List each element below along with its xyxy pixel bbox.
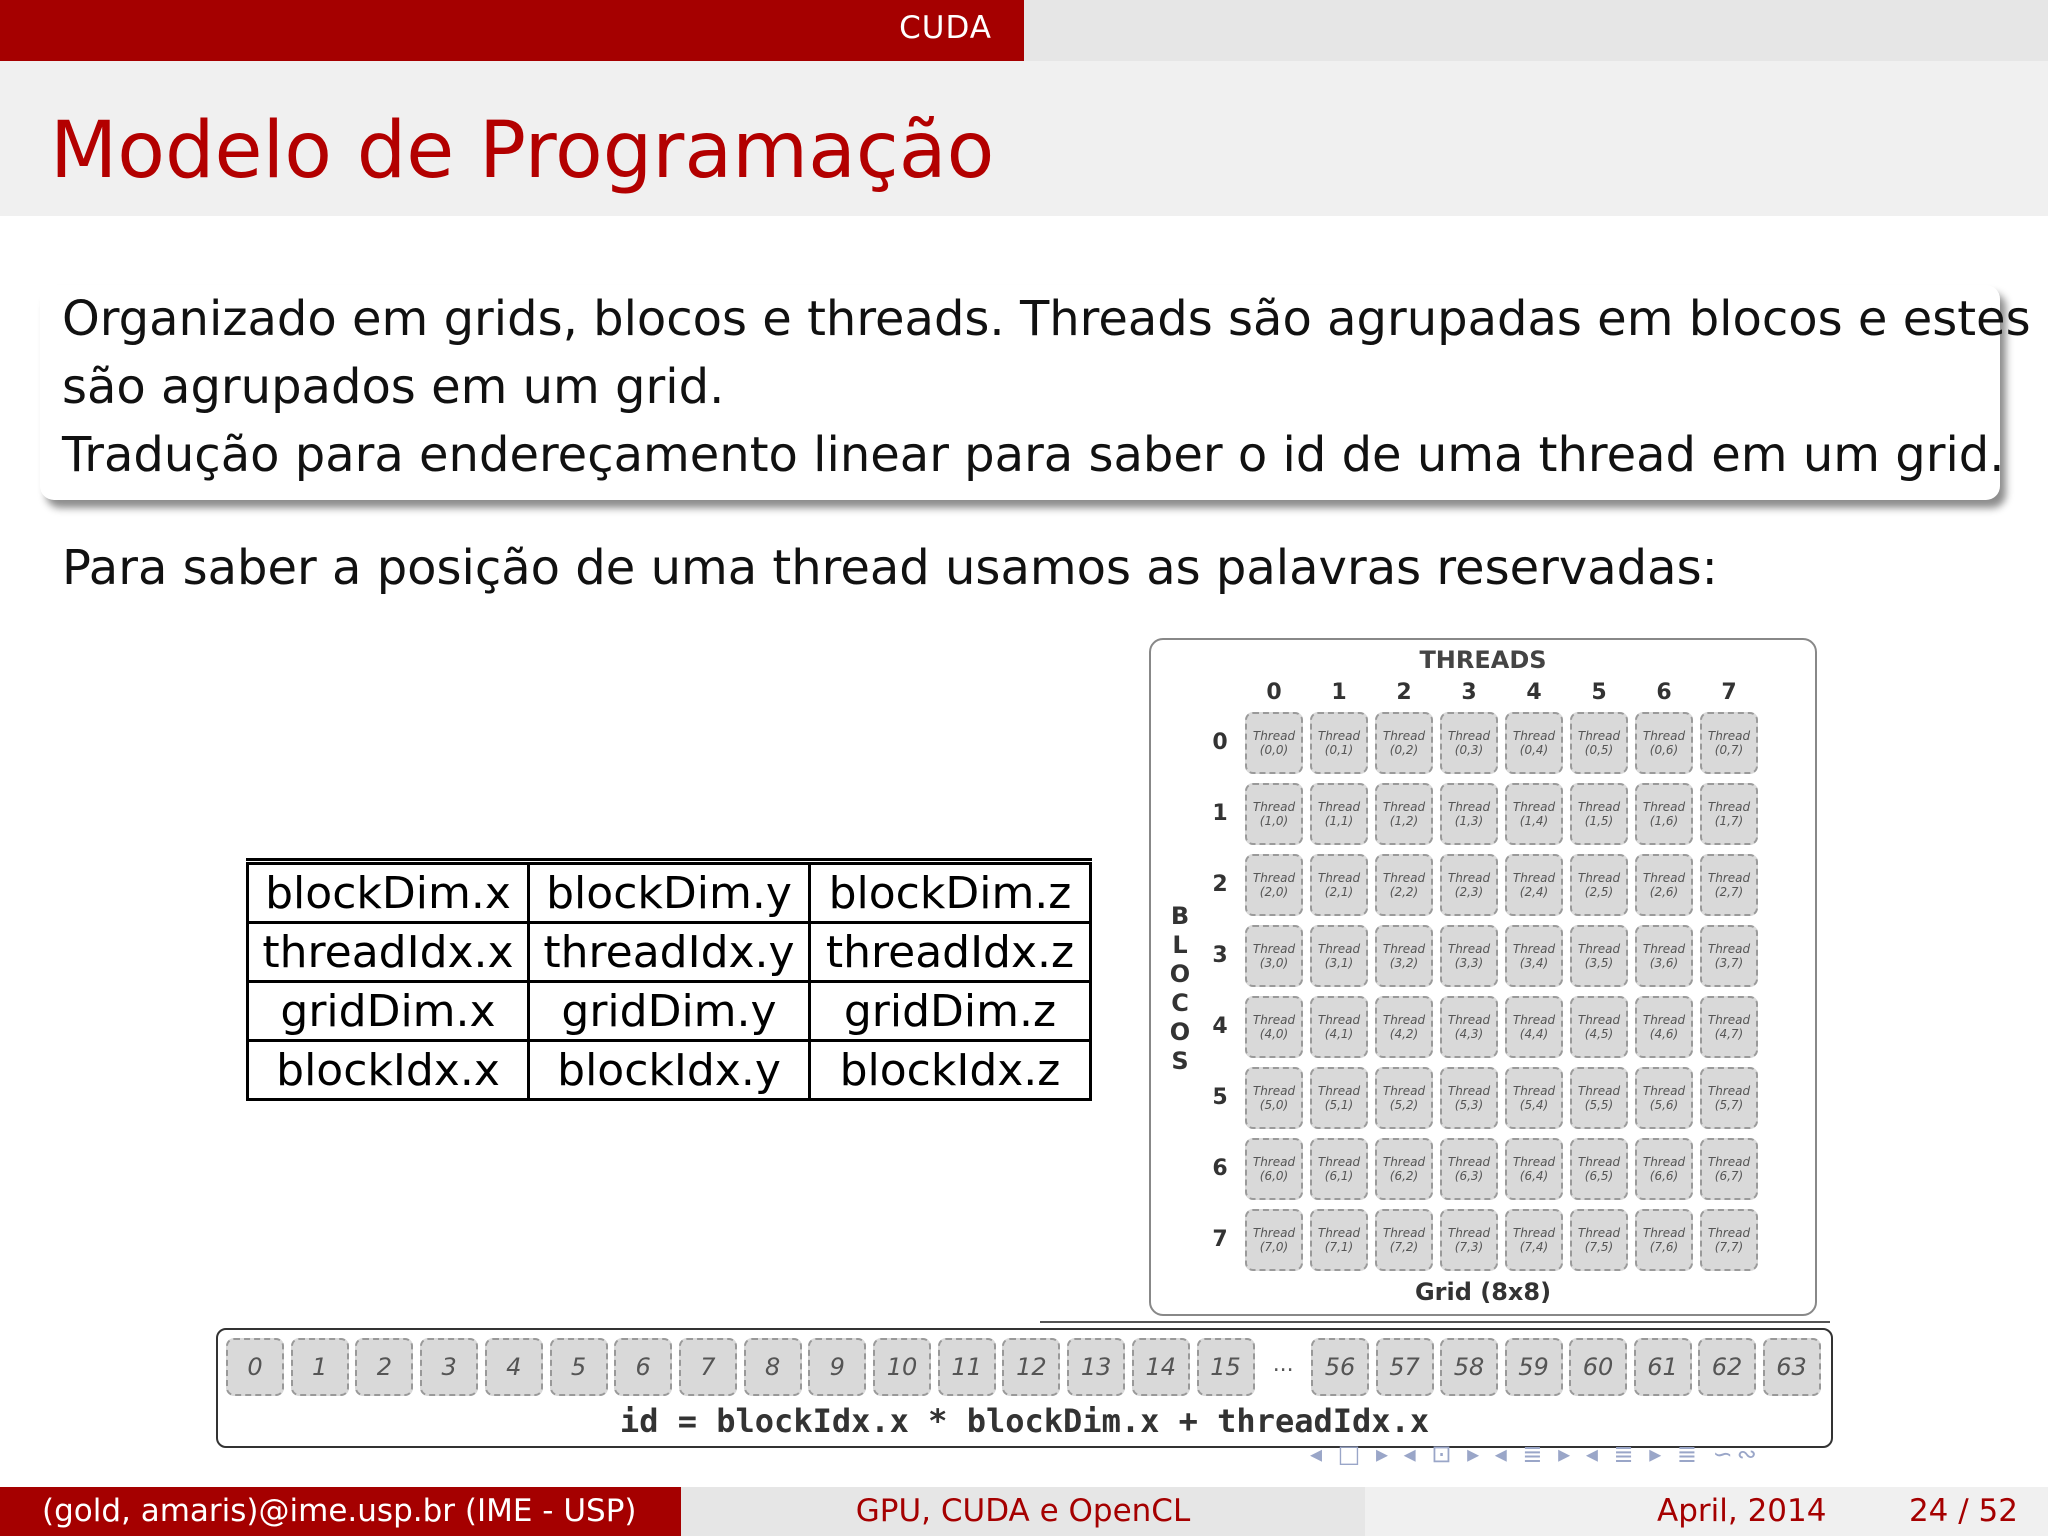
- thread-cell: Thread (4,1): [1310, 996, 1368, 1058]
- thread-cell: Thread (7,4): [1505, 1209, 1563, 1271]
- thread-cell: Thread (7,6): [1635, 1209, 1693, 1271]
- thread-cell: Thread (2,7): [1700, 854, 1758, 916]
- grid-row-label: 5: [1212, 1085, 1228, 1110]
- thread-cell: Thread (3,3): [1440, 925, 1498, 987]
- thread-cell: Thread (3,2): [1375, 925, 1433, 987]
- vars-cell: gridDim.z: [810, 982, 1091, 1041]
- linear-id-cell: 10: [873, 1338, 931, 1396]
- thread-cell: Thread (0,3): [1440, 712, 1498, 774]
- grid-footer: Grid (8x8): [1414, 1278, 1552, 1306]
- linear-id-cell: 63: [1763, 1338, 1821, 1396]
- linear-id-cell: 9: [808, 1338, 866, 1396]
- block-line-1: Organizado em grids, blocos e threads. Threads são agrupadas em blocos e estes: [62, 291, 2031, 347]
- thread-cell: Thread (2,2): [1375, 854, 1433, 916]
- page-number: 24 / 52: [1908, 1493, 2018, 1529]
- reserved-words-table: [246, 862, 1092, 1101]
- content-block: [40, 285, 2031, 500]
- linear-id-cell: 13: [1067, 1338, 1125, 1396]
- thread-cell: Thread (1,5): [1570, 783, 1628, 845]
- id-formula: id = blockIdx.x * blockDim.x + threadIdx.x: [619, 1402, 1430, 1440]
- thread-cell: Thread (0,4): [1505, 712, 1563, 774]
- grid-col-label: 7: [1721, 680, 1737, 705]
- linear-id-cell: 7: [679, 1338, 737, 1396]
- grid-col-label: 4: [1526, 680, 1542, 705]
- thread-cell: Thread (5,5): [1570, 1067, 1628, 1129]
- thread-cell: Thread (7,3): [1440, 1209, 1498, 1271]
- thread-cell: Thread (4,2): [1375, 996, 1433, 1058]
- thread-cell: Thread (5,3): [1440, 1067, 1498, 1129]
- linear-id-cell: 2: [355, 1338, 413, 1396]
- thread-cell: Thread (5,0): [1245, 1067, 1303, 1129]
- linear-id-cell: 57: [1376, 1338, 1434, 1396]
- table-top-rule: [246, 858, 1092, 861]
- grid-row-label: 3: [1212, 943, 1228, 968]
- thread-cell: Thread (6,3): [1440, 1138, 1498, 1200]
- vars-cell: blockIdx.x: [248, 1041, 529, 1100]
- thread-cell: Thread (1,6): [1635, 783, 1693, 845]
- blocos-label: B L O C O S: [1169, 902, 1191, 1075]
- thread-cell: Thread (5,4): [1505, 1067, 1563, 1129]
- linear-id-cell: 15: [1197, 1338, 1255, 1396]
- thread-cell: Thread (6,5): [1570, 1138, 1628, 1200]
- thread-cell: Thread (1,4): [1505, 783, 1563, 845]
- thread-cell: Thread (3,7): [1700, 925, 1758, 987]
- vars-cell: blockDim.y: [529, 864, 810, 923]
- thread-cell: Thread (1,1): [1310, 783, 1368, 845]
- linear-id-cell: 0: [226, 1338, 284, 1396]
- grid-col-label: 2: [1396, 680, 1412, 705]
- footer-right: [1365, 1487, 2048, 1536]
- thread-cell: Thread (3,0): [1245, 925, 1303, 987]
- thread-cell: Thread (3,4): [1505, 925, 1563, 987]
- linear-id-cell: 56: [1311, 1338, 1369, 1396]
- thread-cell: Thread (6,0): [1245, 1138, 1303, 1200]
- linear-id-cell: 8: [744, 1338, 802, 1396]
- linear-id-box: [216, 1328, 1833, 1448]
- vars-cell: blockIdx.y: [529, 1041, 810, 1100]
- thread-cell: Thread (7,7): [1700, 1209, 1758, 1271]
- vars-cell: blockDim.z: [810, 864, 1091, 923]
- linear-id-cell: 5: [550, 1338, 608, 1396]
- thread-cell: Thread (6,2): [1375, 1138, 1433, 1200]
- vars-cell: blockIdx.z: [810, 1041, 1091, 1100]
- section-title[interactable]: CUDA: [899, 10, 992, 46]
- thread-cell: Thread (0,0): [1245, 712, 1303, 774]
- grid-row-label: 4: [1212, 1014, 1228, 1039]
- thread-cell: Thread (6,1): [1310, 1138, 1368, 1200]
- thread-cell: Thread (7,1): [1310, 1209, 1368, 1271]
- thread-cell: Thread (0,1): [1310, 712, 1368, 774]
- vars-cell: gridDim.y: [529, 982, 810, 1041]
- thread-cell: Thread (7,2): [1375, 1209, 1433, 1271]
- thread-cell: Thread (4,3): [1440, 996, 1498, 1058]
- thread-cell: Thread (6,7): [1700, 1138, 1758, 1200]
- thread-cell: Thread (5,7): [1700, 1067, 1758, 1129]
- grid-row-label: 2: [1212, 872, 1228, 897]
- top-bar-right: [1024, 0, 2048, 61]
- slide-title: Modelo de Programação: [50, 106, 995, 196]
- thread-grid-diagram: [1149, 638, 1817, 1316]
- grid-row-label: 0: [1212, 730, 1228, 755]
- top-bar: [0, 0, 2048, 61]
- thread-cell: Thread (2,6): [1635, 854, 1693, 916]
- thread-cell: Thread (6,6): [1635, 1138, 1693, 1200]
- block-line-3: Tradução para endereçamento linear para saber o id de uma thread em um grid.: [62, 427, 2005, 483]
- grid-title: THREADS: [1419, 646, 1547, 674]
- thread-cell: Thread (4,6): [1635, 996, 1693, 1058]
- linear-id-cell: 11: [938, 1338, 996, 1396]
- linear-id-cell: 3: [420, 1338, 478, 1396]
- beamer-nav-icons[interactable]: ◂ □ ▸ ◂ ⊡ ▸ ◂ ≣ ▸ ◂ ≣ ▸ ≣ ∽∾: [1310, 1440, 1761, 1468]
- thread-cell: Thread (0,6): [1635, 712, 1693, 774]
- vars-cell: threadIdx.y: [529, 923, 810, 982]
- thread-cell: Thread (7,5): [1570, 1209, 1628, 1271]
- thread-cell: Thread (2,4): [1505, 854, 1563, 916]
- linear-id-cell: 1: [291, 1338, 349, 1396]
- linear-id-cell: 14: [1132, 1338, 1190, 1396]
- vars-cell: blockDim.x: [248, 864, 529, 923]
- vars-row: [248, 923, 1091, 982]
- vars-row: [248, 864, 1091, 923]
- linear-id-cell: 58: [1440, 1338, 1498, 1396]
- vars-row: [248, 982, 1091, 1041]
- thread-cell: Thread (2,1): [1310, 854, 1368, 916]
- grid-col-label: 5: [1591, 680, 1607, 705]
- linear-id-cell: 12: [1002, 1338, 1060, 1396]
- linear-id-cell: 59: [1505, 1338, 1563, 1396]
- thread-cell: Thread (3,6): [1635, 925, 1693, 987]
- thread-cell: Thread (0,2): [1375, 712, 1433, 774]
- thread-cell: Thread (1,7): [1700, 783, 1758, 845]
- linear-id-cell: 4: [485, 1338, 543, 1396]
- footer-title: GPU, CUDA e OpenCL: [681, 1487, 1365, 1536]
- grid-row-label: 6: [1212, 1156, 1228, 1181]
- footer-bar: [0, 1487, 2048, 1536]
- thread-cell: Thread (5,1): [1310, 1067, 1368, 1129]
- paragraph: Para saber a posição de uma thread usamos as palavras reservadas:: [62, 540, 1718, 596]
- thread-cell: Thread (0,7): [1700, 712, 1758, 774]
- vars-cell: threadIdx.z: [810, 923, 1091, 982]
- title-bar: [0, 61, 2048, 216]
- linear-connector-line: [1040, 1321, 1830, 1323]
- grid-col-label: 3: [1461, 680, 1477, 705]
- grid-row-label: 7: [1212, 1227, 1228, 1252]
- thread-cell: Thread (3,5): [1570, 925, 1628, 987]
- thread-cell: Thread (1,2): [1375, 783, 1433, 845]
- thread-cell: Thread (1,3): [1440, 783, 1498, 845]
- linear-id-cell: 61: [1634, 1338, 1692, 1396]
- block-line-2: são agrupados em um grid.: [62, 359, 725, 415]
- thread-cell: Thread (0,5): [1570, 712, 1628, 774]
- thread-cell: Thread (4,5): [1570, 996, 1628, 1058]
- thread-cell: Thread (2,3): [1440, 854, 1498, 916]
- grid-col-label: 6: [1656, 680, 1672, 705]
- footer-author: (gold, amaris)@ime.usp.br (IME - USP): [0, 1487, 681, 1536]
- thread-cell: Thread (2,0): [1245, 854, 1303, 916]
- footer-date: April, 2014: [1657, 1493, 1827, 1529]
- thread-cell: Thread (5,2): [1375, 1067, 1433, 1129]
- grid-col-label: 0: [1266, 680, 1282, 705]
- thread-cell: Thread (2,5): [1570, 854, 1628, 916]
- thread-cell: Thread (4,4): [1505, 996, 1563, 1058]
- thread-cell: Thread (6,4): [1505, 1138, 1563, 1200]
- vars-cell: gridDim.x: [248, 982, 529, 1041]
- thread-cell: Thread (7,0): [1245, 1209, 1303, 1271]
- linear-ellipsis: ...: [1272, 1352, 1294, 1377]
- linear-id-cell: 62: [1698, 1338, 1756, 1396]
- vars-cell: threadIdx.x: [248, 923, 529, 982]
- thread-cell: Thread (5,6): [1635, 1067, 1693, 1129]
- grid-col-label: 1: [1331, 680, 1347, 705]
- linear-id-cell: 6: [614, 1338, 672, 1396]
- thread-cell: Thread (4,7): [1700, 996, 1758, 1058]
- thread-cell: Thread (3,1): [1310, 925, 1368, 987]
- thread-cell: Thread (1,0): [1245, 783, 1303, 845]
- thread-cell: Thread (4,0): [1245, 996, 1303, 1058]
- grid-row-label: 1: [1212, 801, 1228, 826]
- top-bar-left: [0, 0, 1024, 61]
- linear-id-cell: 60: [1569, 1338, 1627, 1396]
- vars-row: [248, 1041, 1091, 1100]
